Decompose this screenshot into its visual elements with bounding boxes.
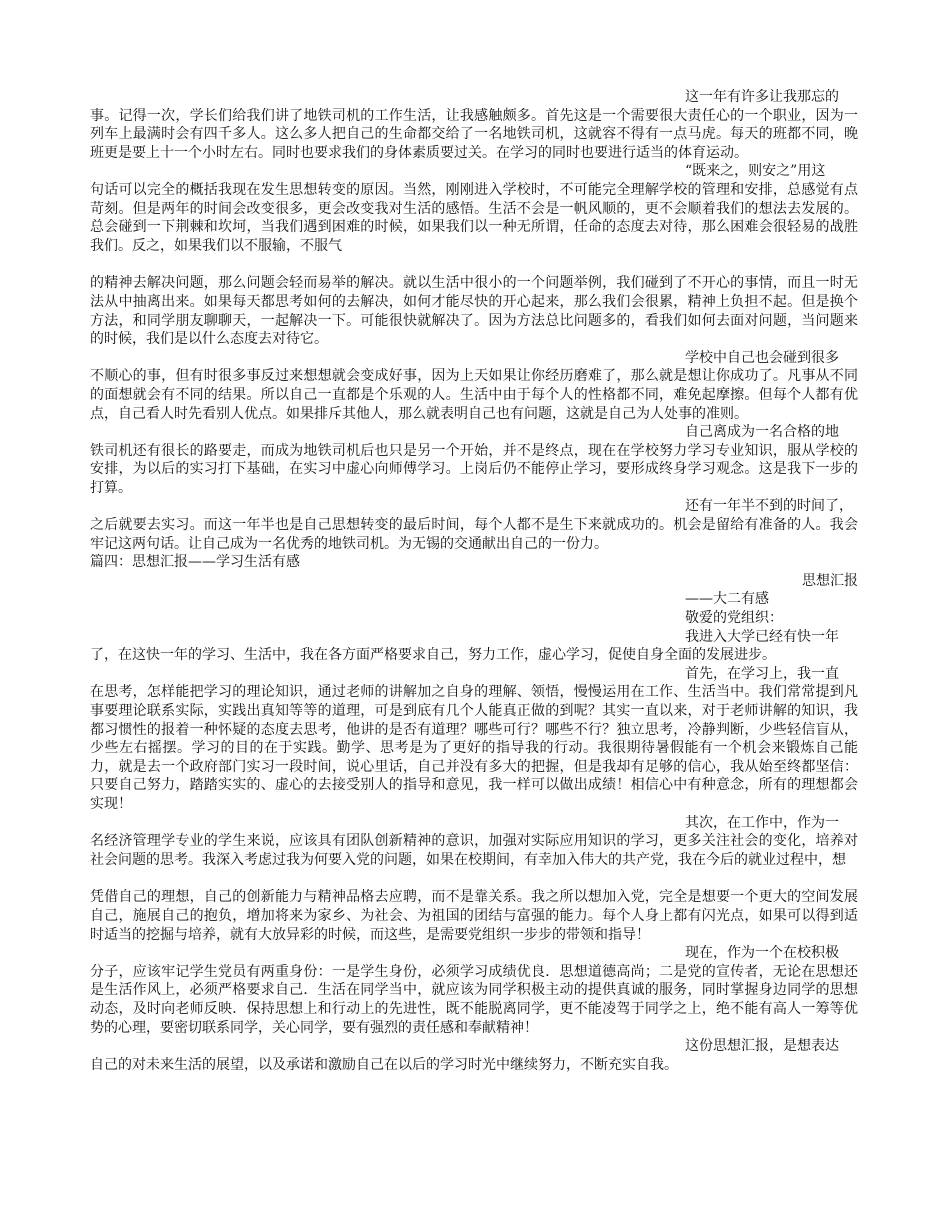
paragraph-text: 在思考，怎样能把学习的理论知识，通过老师的讲解加之自身的理解、领悟，慢慢运用在工作、生活当中。我们常常提到凡事要理论联系实际，实践出真知等等的道理，可是到底有几个人能真正做的到呢？其实一直以来，对于老师讲解的知识，我都习惯性的报着一种怀疑的态度去思考，他讲的是否有道理？哪些可行？哪些不行？独立思考，冷静判断，少些轻信盲从，少些左右摇摆。学习的目的在于实践。勤学、思考是为了更好的指导我的行动。我很期待暑假能有一个机会来锻炼自己能力，就是去一个政府部门实习一段时间，说心里话，自己并没有多大的把握，但是我却有足够的信心，我从始至终都坚信：只要自己努力，踏踏实实的、虚心的去接受别人的指导和意见，我一样可以做出成绩！相信心中有种意念，所有的理想都会实现！ — [90, 684, 858, 812]
paragraph-text: 铁司机还有很长的路要走，而成为地铁司机后也只是另一个开始，并不是终点，现在在学校努力学习专业知识，服从学校的安排，为以后的实习打下基础，在实习中虚心向师傅学习。上岗后仍不能停止学习，要形成终身学习观念。这是我下一步的打算。 — [90, 442, 858, 496]
paragraph-text: 句话可以完全的概括我现在发生思想转变的原因。当然，刚刚进入学校时，不可能完全理解学校的管理和安排，总感觉有点苛刻。但是两年的时间会改变很多，更会改变我对生活的感悟。生活不会是一帆风顺的，更不会顺着我们的想法去发展的。总会碰到一下荆棘和坎坷，当我们遇到困难的时候，如果我们以一种无所谓，任命的态度去对待，那么困难会很轻易的战胜我们。反之，如果我们以不服输，不服气 — [90, 181, 858, 254]
report-paragraph-2 — [90, 665, 858, 814]
paragraph-text: 不顺心的事，但有时很多事反过来想想就会变成好事，因为上天如果让你经历磨难了，那么就是想让你成功了。凡事从不同的面想就会有不同的结果。所以自己一直都是个乐观的人。生活中由于每个人的性格都不同，难免起摩擦。但每个人都有优点，自己看人时先看别人优点。如果排斥其他人，那么就表明自己也有问题，这就是自己为人处事的准则。 — [90, 368, 858, 422]
paragraph-text: 了，在这快一年的学习、生活中，我在各方面严格要求自己，努力工作，虚心学习，促使自身全面的发展进步。 — [90, 647, 776, 664]
paragraph-lead: 学校中自己也会碰到很多 — [685, 349, 839, 366]
salutation: 敬爱的党组织： — [685, 610, 783, 627]
paragraph-text: 分子，应该牢记学生党员有两重身份：一是学生身份，必须学习成绩优良．思想道德高尚；二是党的宣传者，无论在思想还是生活作风上，必须严格要求自己．生活在同学当中，就应该为同学积极主动的提供真诚的服务，同时掌握身边同学的思想动态，及时向老师反映．保持思想上和行动上的先进性，既不能脱离同学，更不能凌驾于同学之上，绝不能有高人一筹等优势的心理，要密切联系同学，关心同学，要有强烈的责任感和奉献精神！ — [90, 963, 858, 1036]
blank-line — [90, 255, 858, 274]
paragraph-1 — [90, 88, 858, 162]
paragraph-lead: 这一年有许多让我那忘的 — [685, 89, 839, 105]
paragraph-6 — [90, 497, 858, 553]
paragraph-lead: 自己离成为一名合格的地 — [685, 424, 839, 441]
paragraph-3 — [90, 274, 858, 348]
report-title: 思想汇报 — [802, 572, 858, 589]
report-subtitle: ——大二有感 — [685, 591, 769, 608]
paragraph-text: 之后就要去实习。而这一年半也是自己思想转变的最后时间，每个人都不是生下来就成功的。机会是留给有准备的人。我会牢记这两句话。让自己成为一名优秀的地铁司机。为无锡的交通献出自己的一份力。 — [90, 517, 858, 552]
report-paragraph-5 — [90, 944, 858, 1037]
section-heading: 篇四：思想汇报——学习生活有感 — [90, 554, 300, 571]
paragraph-lead: “既来之，则安之”用这 — [685, 163, 826, 180]
report-paragraph-3 — [90, 814, 858, 870]
paragraph-lead: 其次，在工作中，作为一 — [685, 814, 839, 831]
report-paragraph-6 — [90, 1037, 858, 1074]
paragraph-2 — [90, 162, 858, 255]
paragraph-lead: 我进入大学已经有快一年 — [685, 628, 839, 645]
paragraph-4 — [90, 349, 858, 423]
document-page — [90, 88, 858, 1074]
paragraph-text: 凭借自己的理想，自己的创新能力与精神品格去应聘，而不是靠关系。我之所以想加入党，完全是想要一个更大的空间发展自己，施展自己的抱负，增加将来为家乡、为社会、为祖国的团结与富强的能力。每个人身上都有闪光点，如果可以得到适时适当的挖掘与培养，就有大放异彩的时候，而这些，是需要党组织一步步的带领和指导！ — [90, 889, 858, 943]
paragraph-5 — [90, 423, 858, 497]
paragraph-text: 事。记得一次，学长们给我们讲了地铁司机的工作生活，让我感触颇多。首先这是一个需要很大责任心的一个职业，因为一列车上最满时会有四千多人。这么多人把自己的生命都交给了一名地铁司机，这就容不得有一点马虎。每天的班都不同，晚班更是要上十一个小时左右。同时也要求我们的身体素质要过关。在学习的同时也要进行适当的体育运动。 — [90, 107, 858, 161]
paragraph-text: 自己的对未来生活的展望，以及承诺和激励自己在以后的学习时光中继续努力，不断充实自我。 — [90, 1056, 678, 1073]
blank-line — [90, 869, 858, 888]
paragraph-text: 名经济管理学专业的学生来说，应该具有团队创新精神的意识，加强对实际应用知识的学习，更多关注社会的变化，培养对社会问题的思考。我深入考虑过我为何要入党的问题，如果在校期间，有幸加入伟大的共产党，我在今后的就业过程中，想 — [90, 833, 858, 868]
paragraph-lead: 现在，作为一个在校积极 — [685, 945, 839, 962]
paragraph-lead: 首先，在学习上，我一直 — [685, 665, 839, 682]
paragraph-text: 的精神去解决问题，那么问题会轻而易举的解决。就以生活中很小的一个问题举例，我们碰到了不开心的事情，而且一时无法从中抽离出来。如果每天都思考如何的去解决，如何才能尽快的开心起来，那么我们会很累，精神上负担不起。但是换个方法，和同学朋友聊聊天，一起解决一下。可能很快就解决了。因为方法总比问题多的，看我们如何去面对问题，当问题来的时候，我们是以什么态度去对待它。 — [90, 275, 858, 348]
report-paragraph-4 — [90, 888, 858, 944]
report-paragraph-1 — [90, 628, 858, 665]
paragraph-lead: 这份思想汇报，是想表达 — [685, 1038, 839, 1055]
paragraph-lead: 还有一年半不到的时间了， — [685, 498, 853, 515]
